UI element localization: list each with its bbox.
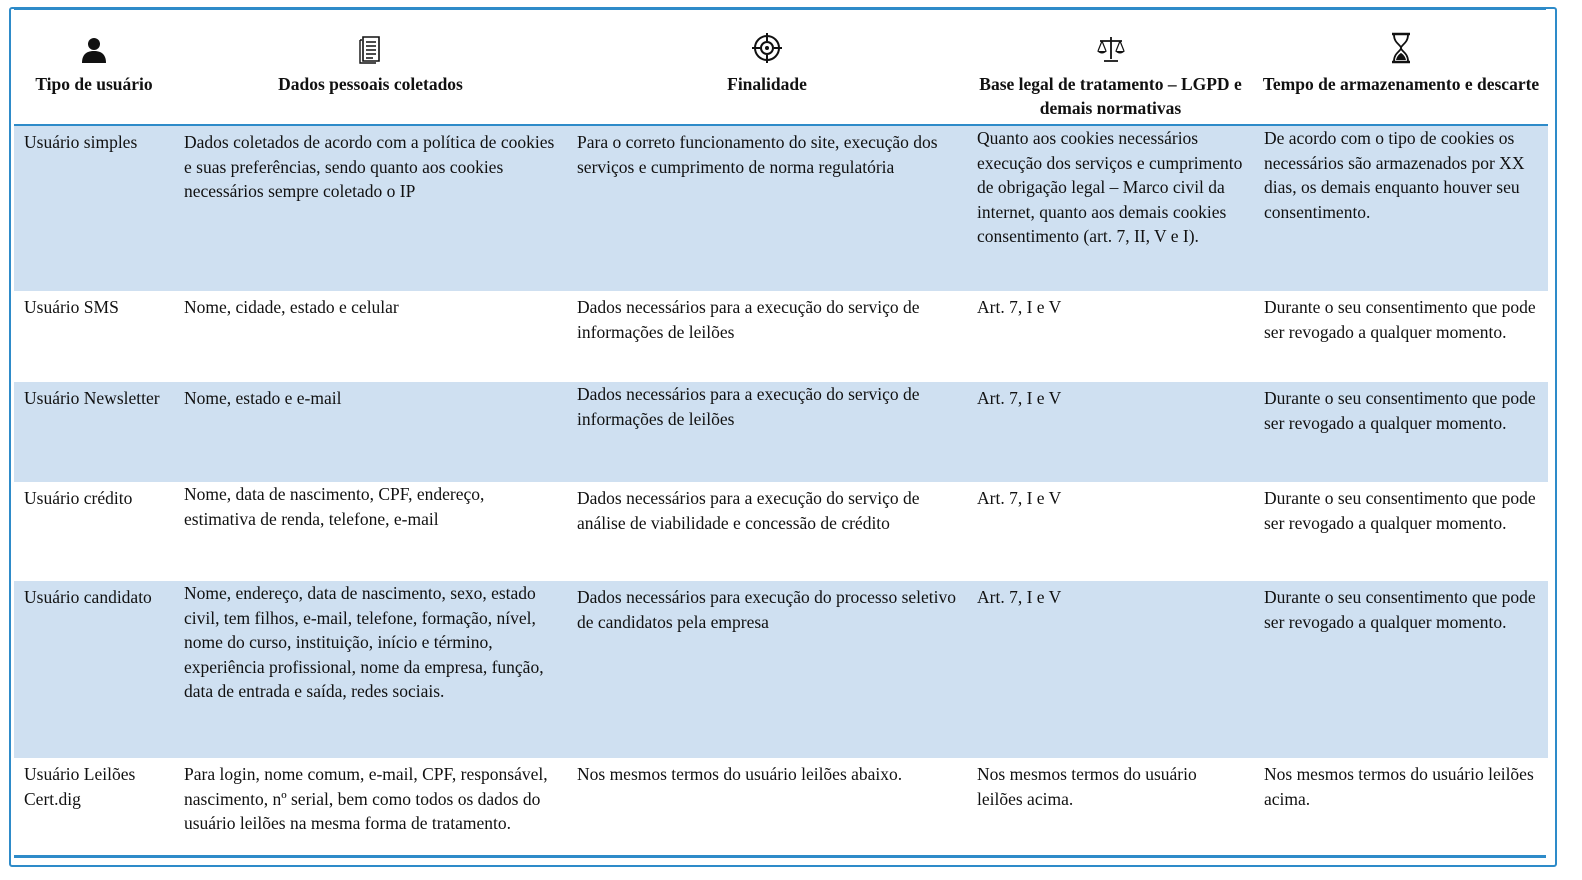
cell-tempo: De acordo com o tipo de cookies os necessários são armazenados por XX dias, os demais enquanto houver seu consentimento. — [1254, 125, 1548, 291]
cell-dados: Para login, nome comum, e-mail, CPF, responsável, nascimento, nº serial, bem como todos os dados do usuário leilões na mesma forma de tratamento. — [184, 764, 548, 833]
cell-tempo: Durante o seu consentimento que pode ser revogado a qualquer momento. — [1264, 297, 1536, 342]
cell-dados: Nome, cidade, estado e celular — [184, 297, 399, 317]
cell-base: Art. 7, I e V — [967, 581, 1254, 758]
cell-tipo: Usuário SMS — [24, 297, 119, 317]
cell-tempo: Nos mesmos termos do usuário leilões acima. — [1264, 764, 1534, 809]
table-border — [14, 9, 1546, 858]
cell-dados: Dados coletados de acordo com a política de cookies e suas preferências, sendo quanto aos cookies necessários sempre coletado o IP — [174, 125, 567, 291]
cell-finalidade: Dados necessários para a execução do serviço de informações de leilões — [577, 297, 920, 342]
cell-finalidade: Dados necessários para a execução do serviço de informações de leilões — [567, 382, 967, 482]
cell-finalidade: Para o correto funcionamento do site, execução dos serviços e cumprimento de norma regulatória — [567, 125, 967, 291]
header-label: Dados pessoais coletados — [278, 74, 463, 94]
cell-base: Art. 7, I e V — [967, 382, 1254, 482]
cell-tempo: Durante o seu consentimento que pode ser revogado a qualquer momento. — [1254, 581, 1548, 758]
cell-base: Nos mesmos termos do usuário leilões acima. — [977, 764, 1197, 809]
cell-tempo: Durante o seu consentimento que pode ser revogado a qualquer momento. — [1264, 488, 1536, 533]
header-label: Finalidade — [727, 74, 807, 94]
cell-base: Art. 7, I e V — [977, 297, 1062, 317]
cell-finalidade: Nos mesmos termos do usuário leilões abaixo. — [577, 764, 903, 784]
header-label: Tipo de usuário — [35, 74, 153, 94]
cell-tipo: Usuário crédito — [24, 488, 133, 508]
cell-tipo: Usuário Leilões Cert.dig — [24, 764, 136, 809]
cell-dados: Nome, data de nascimento, CPF, endereço, estimativa de renda, telefone, e-mail — [184, 484, 485, 529]
cell-finalidade: Dados necessários para execução do processo seletivo de candidatos pela empresa — [567, 581, 967, 758]
cell-tipo: Usuário candidato — [14, 581, 174, 758]
header-label: Base legal de tratamento – LGPD e demais normativas — [979, 74, 1242, 118]
cell-base: Quanto aos cookies necessários execução dos serviços e cumprimento de obrigação legal – Marco civil da internet, quanto aos demais cookies consentimento (art. 7, II, V e I). — [967, 125, 1254, 291]
header-label: Tempo de armazenamento e descarte — [1262, 74, 1540, 94]
cell-base: Art. 7, I e V — [977, 488, 1062, 508]
cell-dados: Nome, estado e e-mail — [174, 382, 567, 482]
cell-finalidade: Dados necessários para a execução do serviço de análise de viabilidade e concessão de crédito — [577, 488, 920, 533]
cell-dados: Nome, endereço, data de nascimento, sexo, estado civil, tem filhos, e-mail, telefone, formação, nível, nome do curso, instituição, início e término, experiência profissional, nome da empresa, função, data de entrada e saída, redes sociais. — [174, 581, 567, 758]
cell-tempo: Durante o seu consentimento que pode ser revogado a qualquer momento. — [1254, 382, 1548, 482]
cell-tipo: Usuário simples — [14, 125, 174, 291]
cell-tipo: Usuário Newsletter — [14, 382, 174, 482]
